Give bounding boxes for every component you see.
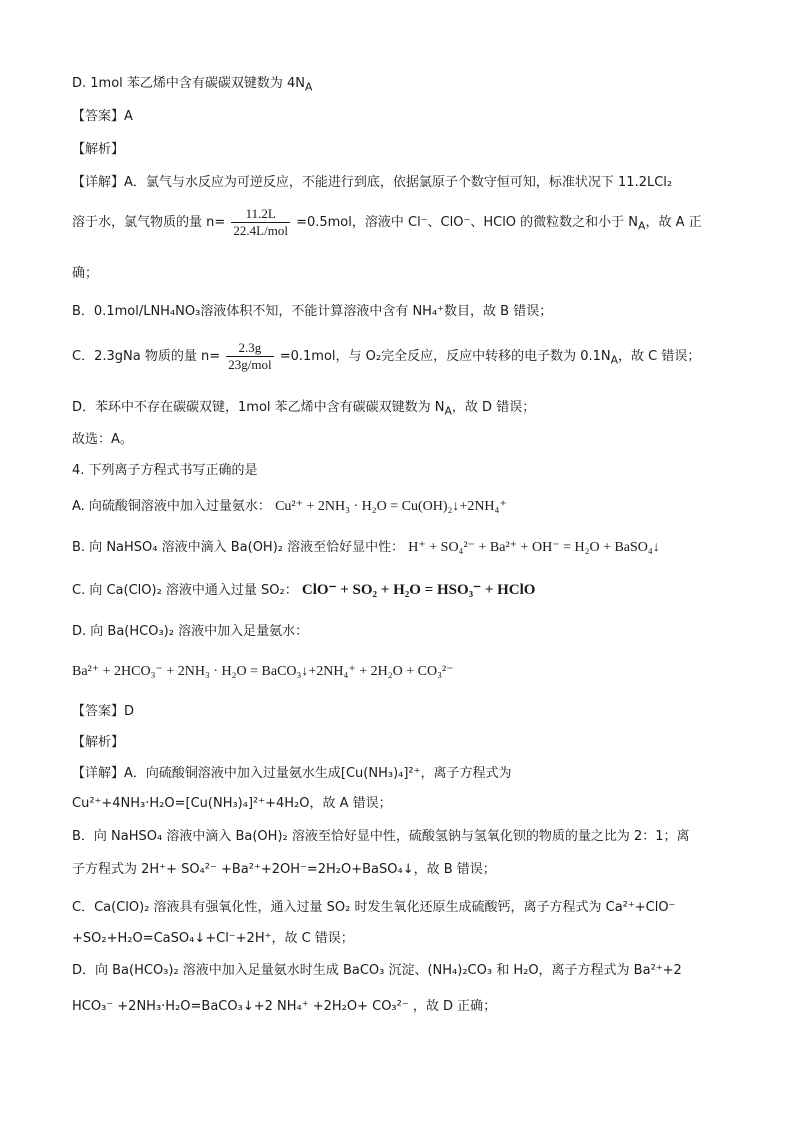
q3-detail-a-line1: 【详解】A．氯气与水反应为可逆反应，不能进行到底，依据氯原子个数守恒可知，标准状况下 11.2LCl₂ bbox=[72, 175, 673, 190]
q3-na-sub-1: A bbox=[638, 219, 646, 233]
q4-option-a-equation: Cu²⁺ + 2NH₃ · H₂O = Cu(OH)₂↓+2NH₄⁺ bbox=[275, 499, 507, 514]
q4-option-c bbox=[72, 580, 535, 601]
q3-detail-d-text: D．苯环中不存在碳碳双键，1mol 苯乙烯中含有碳碳双键数为 N bbox=[72, 400, 445, 415]
q3-na-sub-2: A bbox=[610, 353, 619, 367]
q3-option-d-sub: A bbox=[305, 80, 313, 94]
q4-answer: 【答案】D bbox=[72, 704, 135, 719]
q4-detail-d-line2: HCO₃⁻ +2NH₃·H₂O=BaCO₃↓+2 NH₄⁺ +2H₂O+ CO₃²⁻ ，故 D 正确； bbox=[72, 999, 497, 1014]
q4-detail-a-line1: 【详解】A．向硫酸铜溶液中加入过量氨水生成[Cu(NH₃)₄]²⁺，离子方程式为 bbox=[72, 766, 512, 781]
q4-option-b-equation: H⁺ + SO₄²⁻ + Ba²⁺ + OH⁻ = H₂O + BaSO₄↓ bbox=[408, 540, 660, 555]
q4-analysis: 【解析】 bbox=[72, 735, 125, 750]
q3-option-d bbox=[72, 74, 312, 98]
q4-option-d-equation-line bbox=[72, 662, 454, 682]
q3-fraction-a-den: 22.4L/mol bbox=[233, 223, 288, 238]
q3-detail-a-post: =0.5mol，溶液中 Cl⁻、ClO⁻、HClO 的微粒数之和小于 N bbox=[296, 215, 639, 230]
q4-option-c-equation: ClO⁻ + SO₂ + H₂O = HSO₃⁻ + HClO bbox=[301, 582, 536, 598]
q3-option-d-text: D. 1mol 苯乙烯中含有碳碳双键数为 4N bbox=[72, 76, 306, 91]
q3-detail-c-post: =0.1mol，与 O₂完全反应，反应中转移的电子数为 0.1N bbox=[279, 349, 611, 364]
q4-detail-c-line2: +SO₂+H₂O=CaSO₄↓+Cl⁻+2H⁺，故 C 错误； bbox=[72, 931, 354, 946]
q3-detail-a-line3: 确； bbox=[72, 266, 99, 281]
q3-fraction-a bbox=[231, 206, 290, 239]
q4-option-d: D. 向 Ba(HCO₃)₂ 溶液中加入足量氨水： bbox=[72, 624, 309, 639]
q3-detail-a-end: ，故 A 正 bbox=[645, 215, 702, 230]
q4-option-c-text: C. 向 Ca(ClO)₂ 溶液中通入过量 SO₂： bbox=[72, 583, 298, 598]
q4-option-a-text: A. 向硫酸铜溶液中加入过量氨水： bbox=[72, 499, 271, 514]
q4-option-d-equation: Ba²⁺ + 2HCO₃⁻ + 2NH₃ · H₂O = BaCO₃↓+2NH₄⁺ + 2H₂O + CO₃²⁻ bbox=[72, 664, 454, 679]
q3-choose: 故选：A。 bbox=[72, 432, 133, 447]
q3-fraction-a-num: 11.2L bbox=[231, 206, 290, 223]
q3-fraction-c bbox=[226, 340, 273, 373]
q3-detail-b: B．0.1mol/LNH₄NO₃溶液体积不知，不能计算溶液中含有 NH₄⁺数目，故 B 错误； bbox=[72, 304, 553, 319]
q3-fraction-c-den: 23g/mol bbox=[228, 357, 272, 372]
q3-detail-c-pre: C．2.3gNa 物质的量 n= bbox=[72, 349, 221, 364]
q3-detail-d bbox=[72, 398, 535, 422]
q3-answer: 【答案】A bbox=[72, 109, 133, 124]
q4-option-b-text: B. 向 NaHSO₄ 溶液中滴入 Ba(OH)₂ 溶液至恰好显中性： bbox=[72, 540, 405, 555]
q3-analysis: 【解析】 bbox=[72, 142, 125, 157]
q3-detail-a-pre: 溶于水，氯气物质的量 n= bbox=[72, 215, 226, 230]
q3-detail-c bbox=[72, 340, 700, 373]
q4-option-b bbox=[72, 538, 660, 558]
q3-detail-d-end: ，故 D 错误； bbox=[451, 400, 536, 415]
q4-detail-a-line2: Cu²⁺+4NH₃·H₂O=[Cu(NH₃)₄]²⁺+4H₂O，故 A 错误； bbox=[72, 796, 392, 811]
q4-detail-b-line1: B．向 NaHSO₄ 溶液中滴入 Ba(OH)₂ 溶液至恰好显中性，硫酸氢钠与氢氧化钡的物质的量之比为 2：1；离 bbox=[72, 829, 690, 844]
q3-detail-c-end: ，故 C 错误； bbox=[618, 349, 701, 364]
q4-option-a bbox=[72, 497, 507, 517]
q4-detail-b-line2: 子方程式为 2H⁺+ SO₄²⁻ +Ba²⁺+2OH⁻=2H₂O+BaSO₄↓，故 B 错误； bbox=[72, 862, 496, 877]
q3-na-sub-3: A bbox=[444, 404, 452, 418]
q3-fraction-c-num: 2.3g bbox=[226, 340, 273, 357]
q4-stem: 4. 下列离子方程式书写正确的是 bbox=[72, 463, 258, 478]
q3-detail-a-line2 bbox=[72, 206, 702, 239]
q4-detail-c-line1: C．Ca(ClO)₂ 溶液具有强氧化性，通入过量 SO₂ 时发生氧化还原生成硫酸钙，离子方程式为 Ca²⁺+ClO⁻ bbox=[72, 900, 676, 915]
q4-detail-d-line1: D．向 Ba(HCO₃)₂ 溶液中加入足量氨水时生成 BaCO₃ 沉淀、(NH₄)₂CO₃ 和 H₂O，离子方程式为 Ba²⁺+2 bbox=[72, 963, 682, 978]
